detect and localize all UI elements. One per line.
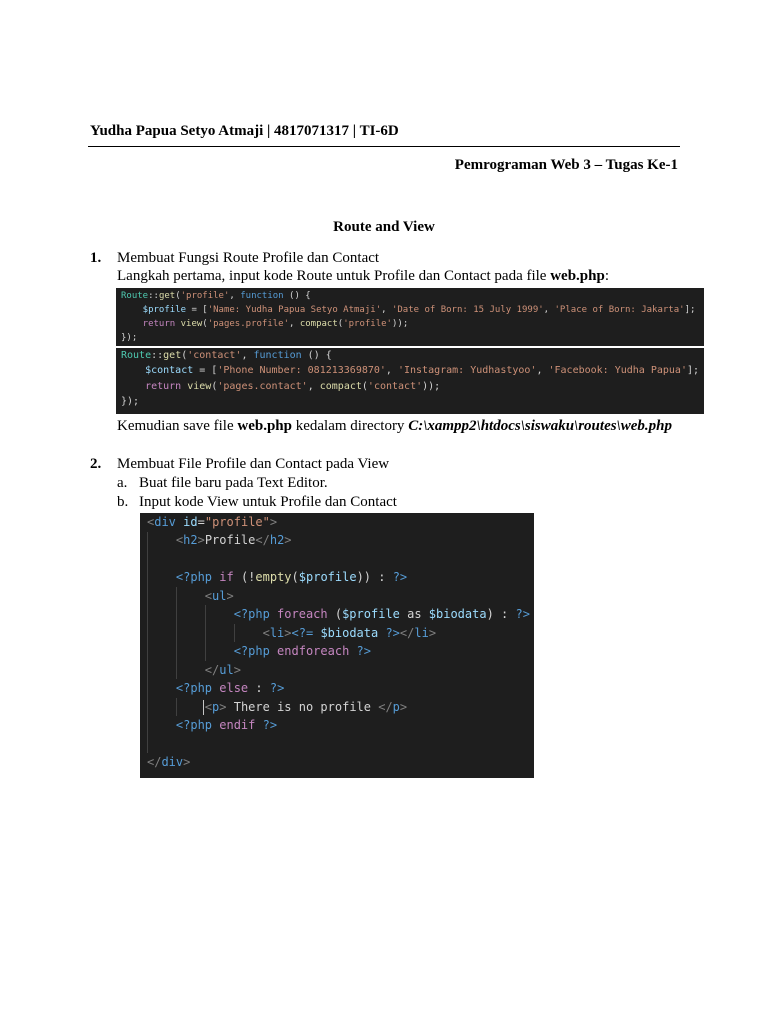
list-number: 1. bbox=[90, 250, 102, 266]
code-line bbox=[147, 513, 534, 531]
code-token: > bbox=[284, 625, 292, 640]
instruction-text: Kemudian save file bbox=[117, 418, 238, 434]
code-line bbox=[147, 698, 534, 716]
code-token: > bbox=[219, 699, 227, 714]
code-token: ( bbox=[175, 291, 181, 301]
code-token: 'contact' bbox=[187, 350, 242, 361]
code-token: empty bbox=[255, 570, 292, 585]
code-line bbox=[147, 753, 534, 771]
code-token: $biodata bbox=[428, 607, 487, 622]
code-token: get bbox=[158, 291, 176, 301]
code-line bbox=[147, 642, 534, 660]
code-token: ?> bbox=[515, 607, 530, 622]
code-token: </ bbox=[399, 625, 415, 640]
code-line bbox=[147, 550, 534, 568]
code-token: ?> bbox=[349, 644, 371, 659]
list-number: 2. bbox=[90, 456, 102, 472]
code-screenshot-route-contact bbox=[116, 348, 704, 414]
code-token: )); bbox=[391, 319, 409, 329]
code-token: id bbox=[175, 515, 198, 529]
code-line bbox=[121, 379, 704, 394]
code-token: ?> bbox=[269, 681, 285, 696]
code-token: Route bbox=[121, 350, 152, 361]
code-token: 'Name: Yudha Papua Setyo Atmaji' bbox=[207, 305, 382, 315]
code-line bbox=[147, 679, 534, 697]
code-line bbox=[147, 716, 534, 734]
code-token: (! bbox=[233, 570, 256, 585]
course-line: Pemrograman Web 3 – Tugas Ke-1 bbox=[454, 157, 678, 173]
code-token: h2 bbox=[269, 533, 285, 548]
code-token: :: bbox=[151, 350, 164, 361]
code-token: </ bbox=[147, 754, 162, 769]
instruction-suffix: : bbox=[604, 268, 609, 284]
code-line bbox=[147, 661, 534, 679]
code-token: () { bbox=[283, 291, 311, 301]
code-token: There is no profile bbox=[226, 699, 379, 714]
code-token: < bbox=[147, 625, 270, 640]
code-token: 'pages.profile' bbox=[207, 319, 289, 329]
code-token: < bbox=[147, 533, 184, 548]
code-token: ( bbox=[181, 350, 188, 361]
code-token: view bbox=[187, 380, 212, 392]
code-token: , bbox=[381, 305, 392, 315]
code-token: $profile bbox=[298, 570, 357, 585]
substep-marker: a. bbox=[117, 475, 128, 491]
code-token: , bbox=[543, 305, 555, 315]
code-token: compact bbox=[299, 319, 338, 329]
code-token: ul bbox=[219, 662, 234, 677]
code-token: li bbox=[269, 625, 285, 640]
code-token: , bbox=[229, 291, 241, 301]
code-token: ) : bbox=[486, 607, 516, 622]
step-heading: Membuat Fungsi Route Profile dan Contact bbox=[117, 250, 380, 266]
step-instruction bbox=[117, 418, 672, 435]
code-token: 'Place of Born: Jakarta' bbox=[554, 305, 685, 315]
code-token: ( bbox=[327, 607, 343, 622]
code-token: ( bbox=[211, 380, 218, 392]
code-token: <?php bbox=[147, 607, 270, 622]
code-screenshot-profile-view bbox=[140, 513, 534, 778]
filename: web.php bbox=[237, 418, 292, 434]
code-token: </ bbox=[147, 662, 220, 677]
code-token: < bbox=[147, 699, 213, 714]
code-line bbox=[121, 303, 704, 317]
code-token: > bbox=[399, 699, 408, 714]
code-token: , bbox=[536, 365, 549, 377]
code-token: = [ bbox=[186, 305, 208, 315]
code-token: }); bbox=[121, 395, 140, 407]
code-token: div bbox=[154, 515, 176, 529]
substep-text: Buat file baru pada Text Editor. bbox=[139, 475, 328, 491]
code-token: <?php bbox=[147, 570, 213, 585]
code-line bbox=[147, 605, 534, 623]
code-line bbox=[147, 531, 534, 549]
code-line bbox=[121, 289, 704, 303]
header-rule bbox=[88, 146, 680, 147]
code-token: ]; bbox=[686, 365, 700, 377]
code-line bbox=[147, 734, 534, 752]
directory-path: C:\xampp2\htdocs\siswaku\routes\web.php bbox=[408, 418, 672, 434]
code-token: ( bbox=[202, 319, 208, 329]
instruction-text: kedalam directory bbox=[291, 418, 409, 434]
code-token: Profile bbox=[204, 533, 256, 548]
code-token: function bbox=[240, 291, 284, 301]
author-line: Yudha Papua Setyo Atmaji | 4817071317 | TI-6D bbox=[90, 123, 399, 139]
code-token: ?> bbox=[378, 625, 400, 640]
code-token: li bbox=[414, 625, 429, 640]
code-token: if bbox=[212, 570, 234, 585]
code-token: <?php bbox=[147, 681, 213, 696]
code-token: () { bbox=[301, 350, 332, 361]
code-token: function bbox=[253, 350, 302, 361]
code-token: return bbox=[121, 319, 176, 329]
code-token: foreach bbox=[269, 607, 328, 622]
code-token: <?= bbox=[291, 625, 314, 640]
code-token: <?php bbox=[147, 644, 270, 659]
code-token: = [ bbox=[193, 365, 218, 377]
code-line bbox=[121, 331, 704, 345]
code-token: endif bbox=[212, 717, 256, 732]
code-token: div bbox=[161, 754, 184, 769]
code-screenshot-route-profile bbox=[116, 288, 704, 346]
section-title: Route and View bbox=[333, 219, 435, 235]
code-token: p bbox=[212, 699, 220, 714]
code-token: "profile" bbox=[204, 515, 270, 529]
code-token: = bbox=[197, 515, 205, 529]
code-token: > bbox=[269, 515, 278, 529]
code-token: , bbox=[241, 350, 254, 361]
code-token: p bbox=[392, 699, 400, 714]
filename: web.php bbox=[550, 268, 605, 284]
code-token: view bbox=[180, 319, 203, 329]
code-token: as bbox=[399, 607, 429, 622]
code-token: )); bbox=[422, 380, 441, 392]
code-token: $profile bbox=[342, 607, 400, 622]
code-token: $biodata bbox=[320, 625, 379, 640]
code-line bbox=[147, 587, 534, 605]
code-token: get bbox=[163, 350, 182, 361]
code-token: return bbox=[121, 380, 182, 392]
code-line bbox=[121, 317, 704, 331]
code-token: > bbox=[428, 625, 437, 640]
code-token: )) : bbox=[356, 570, 393, 585]
code-token: > bbox=[284, 533, 292, 548]
code-token: </ bbox=[255, 533, 270, 548]
code-token: ?> bbox=[255, 717, 278, 732]
substep-marker: b. bbox=[117, 494, 129, 510]
code-token: > bbox=[197, 533, 205, 548]
code-token: > bbox=[226, 588, 234, 603]
code-token: , bbox=[289, 319, 300, 329]
code-token: > bbox=[183, 754, 191, 769]
code-token: $profile bbox=[121, 305, 187, 315]
code-line bbox=[147, 624, 534, 642]
code-line bbox=[147, 568, 534, 586]
code-token: h2 bbox=[183, 533, 198, 548]
code-token: 'profile' bbox=[180, 291, 230, 301]
code-token: 'pages.contact' bbox=[217, 380, 308, 392]
instruction-text: Langkah pertama, input kode Route untuk Profile dan Contact pada file bbox=[117, 268, 551, 284]
code-token: ul bbox=[212, 588, 227, 603]
code-token: < bbox=[147, 515, 155, 529]
step-heading: Membuat File Profile dan Contact pada View bbox=[117, 456, 390, 472]
code-token: ( bbox=[361, 380, 368, 392]
code-token: ( bbox=[337, 319, 344, 329]
code-token: </ bbox=[378, 699, 393, 714]
code-token: 'Date of Born: 15 July 1999' bbox=[391, 305, 544, 315]
code-token: , bbox=[307, 380, 320, 392]
code-token: 'Instagram: Yudhastyoo' bbox=[397, 365, 537, 377]
code-line bbox=[121, 363, 704, 378]
code-token: ]; bbox=[684, 305, 696, 315]
code-token: , bbox=[385, 365, 398, 377]
code-token: <?php bbox=[147, 717, 213, 732]
code-line bbox=[121, 394, 704, 409]
code-token: 'Facebook: Yudha Papua' bbox=[548, 365, 687, 377]
code-token: endforeach bbox=[269, 644, 350, 659]
code-token: ?> bbox=[392, 570, 408, 585]
substep-text: Input kode View untuk Profile dan Contact bbox=[139, 494, 397, 510]
code-token: 'contact' bbox=[367, 380, 423, 392]
code-token: $contact bbox=[121, 365, 194, 377]
code-token: }); bbox=[121, 333, 138, 343]
code-line bbox=[121, 348, 704, 363]
code-token: else bbox=[212, 681, 249, 696]
code-token: 'Phone Number: 081213369870' bbox=[217, 365, 386, 377]
code-token: > bbox=[233, 662, 241, 677]
code-token: 'profile' bbox=[343, 319, 392, 329]
code-token: Route bbox=[121, 291, 149, 301]
code-token: compact bbox=[319, 380, 362, 392]
code-token: ( bbox=[291, 570, 299, 585]
code-token: :: bbox=[148, 291, 159, 301]
code-token: < bbox=[147, 588, 213, 603]
code-token: : bbox=[248, 681, 270, 696]
step-instruction bbox=[117, 268, 609, 285]
